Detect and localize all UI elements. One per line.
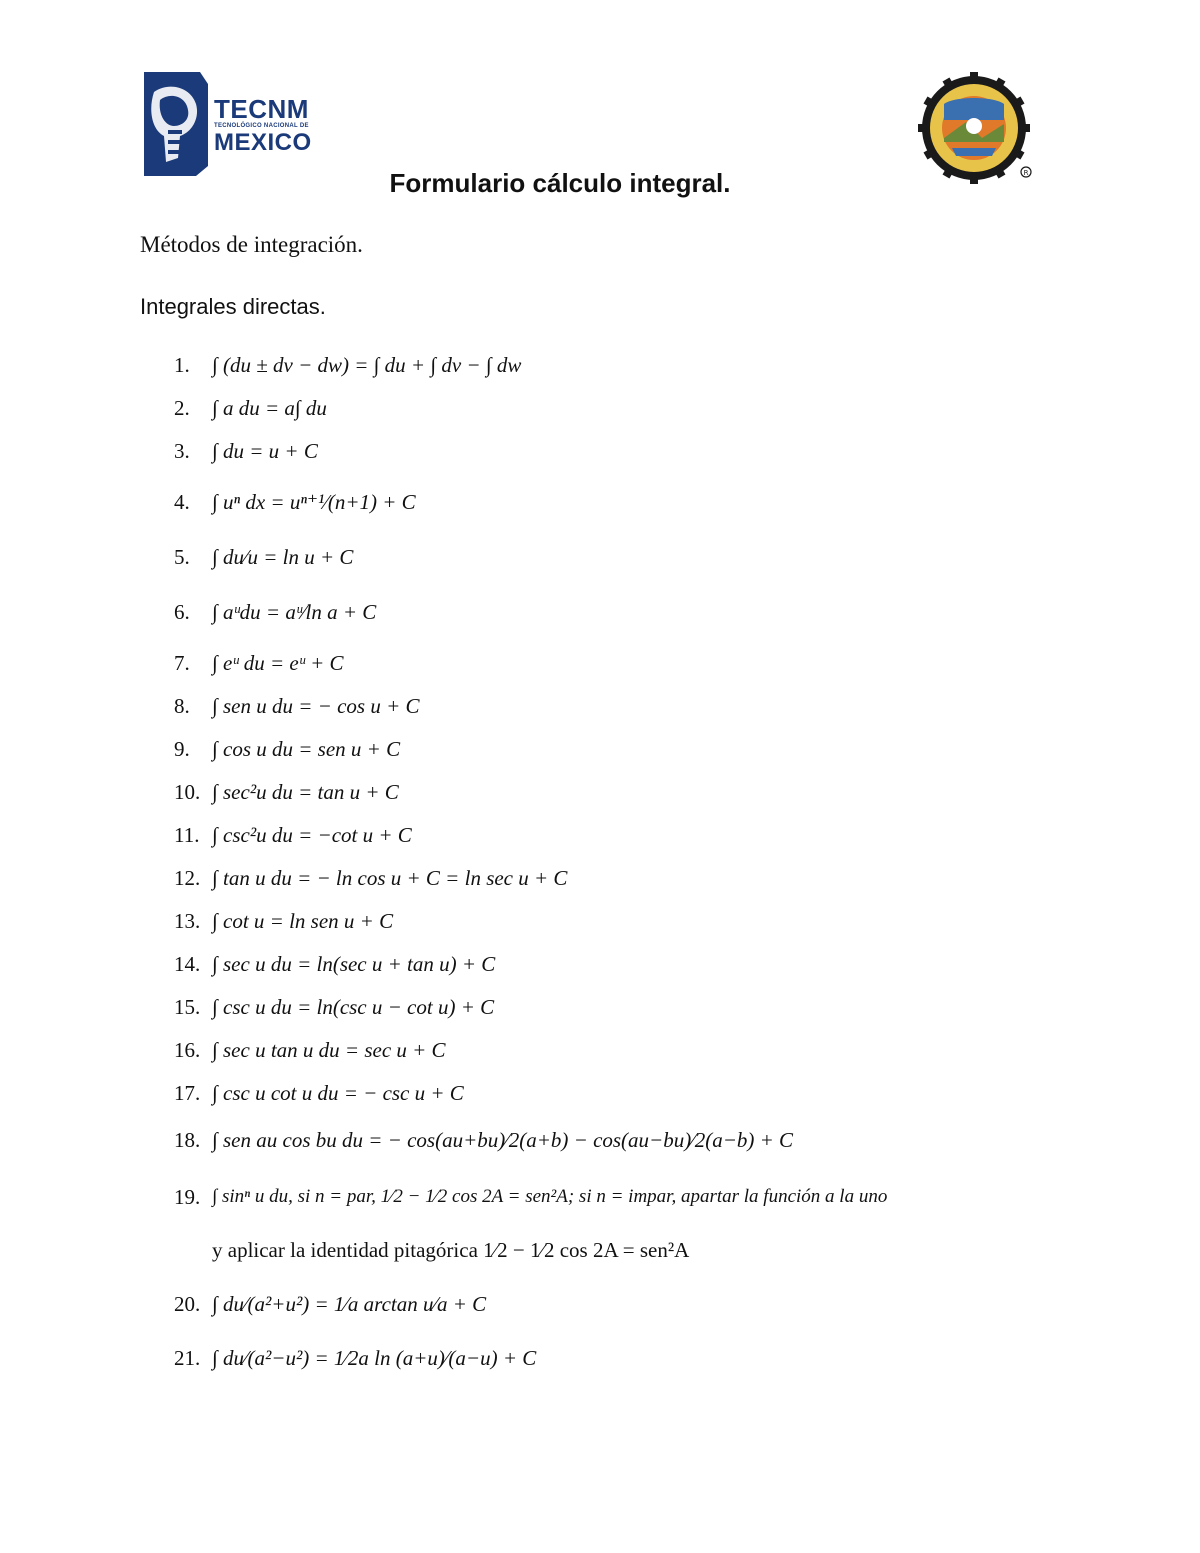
formula-number: 1. (174, 352, 190, 377)
formula-expression: ∫ aᵘdu = aᵘ⁄ln a + C (212, 599, 377, 624)
document-title: Formulario cálculo integral. (389, 168, 731, 198)
formula-item (174, 944, 495, 984)
formula-number: 15. (174, 994, 201, 1019)
formula-item (174, 482, 416, 522)
formula-item (174, 729, 400, 769)
formula-expression: ∫ du⁄u = ln u + C (212, 544, 354, 569)
formula-expression: ∫ sen u du = − cos u + C (212, 693, 420, 718)
tecnm-line2: TECNOLÓGICO NACIONAL DE (214, 123, 309, 129)
formula-expression: ∫ sec²u du = tan u + C (212, 779, 399, 804)
formula-expression: ∫ tan u du = − ln cos u + C = ln sec u + C (212, 865, 568, 890)
formula-number: 21. (174, 1345, 201, 1370)
formula-number: 18. (174, 1127, 201, 1152)
formula-expression: y aplicar la identidad pitagórica 1⁄2 − 1⁄2 cos 2A = sen²A (212, 1237, 690, 1262)
formula-expression: ∫ cot u = ln sen u + C (212, 908, 394, 933)
formula-item (174, 1177, 887, 1217)
formula-item (174, 1030, 446, 1070)
formula-item (174, 431, 318, 471)
formula-number: 13. (174, 908, 201, 933)
formula-item (174, 987, 494, 1027)
formula-item (174, 537, 353, 577)
formula-expression: ∫ eᵘ du = eᵘ + C (212, 650, 344, 675)
formula-number: 11. (174, 822, 200, 847)
formula-number: 20. (174, 1291, 201, 1316)
formula-expression: ∫ sen au cos bu du = − cos(au+bu)⁄2(a+b) − cos(au−bu)⁄2(a−b) + C (212, 1127, 794, 1152)
tecnm-logo (138, 70, 318, 180)
formula-expression: ∫ du⁄(a²+u²) = 1⁄a arctan u⁄a + C (212, 1291, 487, 1316)
formula-expression: ∫ csc²u du = −cot u + C (212, 822, 412, 847)
formula-item (174, 1338, 536, 1378)
formula-item (174, 592, 376, 632)
formula-expression: ∫ sinⁿ u du, si n = par, 1⁄2 − 1⁄2 cos 2A = sen²A; si n = impar, apartar la función a la uno (212, 1186, 888, 1207)
tecnm-wordmark (214, 96, 312, 155)
tecnm-line1: TECNM (214, 94, 309, 124)
formula-number: 17. (174, 1080, 201, 1105)
formula-number: 4. (174, 489, 190, 514)
formula-expression: ∫ cos u du = sen u + C (212, 736, 401, 761)
formula-expression: ∫ sec u tan u du = sec u + C (212, 1037, 446, 1062)
formula-expression: ∫ du = u + C (212, 438, 318, 463)
formula-number: 3. (174, 438, 190, 463)
section-heading: Métodos de integración. (140, 232, 363, 257)
formula-number: 19. (174, 1184, 201, 1209)
formula-continuation (212, 1230, 689, 1270)
formula-item (174, 901, 393, 941)
formula-expression: ∫ csc u du = ln(csc u − cot u) + C (212, 994, 495, 1019)
formula-number: 6. (174, 599, 190, 624)
formula-expression: ∫ csc u cot u du = − csc u + C (212, 1080, 464, 1105)
formula-item (174, 1120, 793, 1160)
formula-expression: ∫ uⁿ dx = uⁿ⁺¹⁄(n+1) + C (212, 489, 416, 514)
formula-item (174, 686, 420, 726)
formula-expression: ∫ (du ± dv − dw) = ∫ du + ∫ dv − ∫ dw (212, 352, 522, 377)
formula-number: 16. (174, 1037, 201, 1062)
formula-item (174, 1284, 486, 1324)
formula-item (174, 815, 412, 855)
subsection-heading: Integrales directas. (140, 294, 326, 319)
formula-item (174, 858, 567, 898)
formula-number: 9. (174, 736, 190, 761)
formula-number: 8. (174, 693, 190, 718)
formula-item (174, 388, 327, 428)
formula-number: 7. (174, 650, 190, 675)
formula-number: 2. (174, 395, 190, 420)
formula-expression: ∫ a du = a∫ du (212, 395, 327, 420)
formula-expression: ∫ sec u du = ln(sec u + tan u) + C (212, 951, 496, 976)
formula-number: 12. (174, 865, 201, 890)
tecnm-line3: MEXICO (214, 129, 312, 156)
formula-item (174, 1073, 464, 1113)
formula-number: 10. (174, 779, 201, 804)
formula-expression: ∫ du⁄(a²−u²) = 1⁄2a ln (a+u)⁄(a−u) + C (212, 1345, 537, 1370)
formula-number: 14. (174, 951, 201, 976)
svg-text:R: R (1023, 169, 1029, 177)
formula-number: 5. (174, 544, 190, 569)
formula-item (174, 643, 344, 683)
formula-item (174, 772, 399, 812)
tecnm-emblem-icon (138, 70, 214, 178)
formula-item (174, 345, 521, 385)
